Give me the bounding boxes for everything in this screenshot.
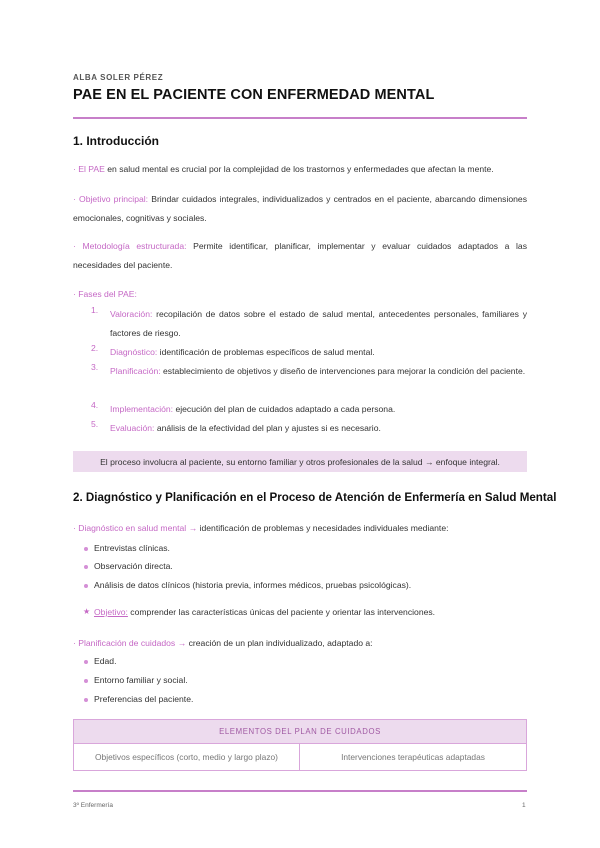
list-number: 4. bbox=[91, 400, 99, 410]
phases-label bbox=[73, 285, 527, 304]
list-item bbox=[90, 694, 193, 704]
author-name: ALBA SOLER PÉREZ bbox=[73, 73, 164, 82]
bullet-dot-icon bbox=[84, 679, 88, 683]
bullet-dot: · bbox=[73, 164, 76, 174]
phase-term: Evaluación: bbox=[110, 423, 155, 433]
term-planning: · Planificación de cuidados → bbox=[73, 638, 187, 648]
bullet-dot-icon bbox=[84, 698, 88, 702]
bullet-dot: · bbox=[73, 194, 76, 204]
footer-course: 3º Enfermería bbox=[73, 802, 113, 809]
list-item bbox=[90, 543, 170, 553]
list-number: 3. bbox=[91, 362, 99, 372]
objective-text: comprender las características únicas del paciente y orientar las intervenciones. bbox=[127, 607, 436, 617]
phases-label-text: · Fases del PAE: bbox=[73, 289, 137, 299]
paragraph-text: en salud mental es crucial por la complejidad de los trastornos y enfermedades que afectan la mente. bbox=[104, 164, 494, 174]
intro-paragraph-pae bbox=[73, 160, 527, 179]
list-item-text: Análisis de datos clínicos (historia previa, informes médicos, pruebas psicológicas). bbox=[94, 580, 412, 590]
page-number: 1 bbox=[522, 802, 526, 809]
term-objective-underlined bbox=[90, 607, 128, 617]
bullet-dot-icon bbox=[84, 660, 88, 664]
list-number: 2. bbox=[91, 343, 99, 353]
list-item bbox=[90, 561, 173, 571]
table-cell: Intervenciones terapéuticas adaptadas bbox=[341, 752, 485, 762]
objective-term: Objetivo: bbox=[94, 607, 128, 617]
paragraph-text: identificación de problemas y necesidades individuales mediante: bbox=[197, 523, 449, 533]
bullet-dot: · bbox=[73, 241, 76, 251]
section-2-heading: 2. Diagnóstico y Planificación en el Proceso de Atención de Enfermería en Salud Mental bbox=[73, 491, 557, 504]
term-objective: Objetivo principal: bbox=[79, 194, 149, 204]
phase-term: Diagnóstico: bbox=[110, 347, 158, 357]
list-item bbox=[90, 675, 188, 685]
star-icon: ★ bbox=[83, 607, 91, 616]
integral-approach-callout: El proceso involucra al paciente, su entorno familiar y otros profesionales de la salud → enfoque integral. bbox=[73, 451, 527, 472]
document-title: PAE EN EL PACIENTE CON ENFERMEDAD MENTAL bbox=[73, 87, 435, 103]
phase-term: Implementación: bbox=[110, 404, 174, 414]
list-item-text: Edad. bbox=[94, 656, 117, 666]
term-diagnosis: · Diagnóstico en salud mental → bbox=[73, 523, 198, 533]
phase-term: Planificación: bbox=[110, 366, 161, 376]
phase-text: análisis de la efectividad del plan y ajustes si es necesario. bbox=[154, 423, 381, 433]
phase-text: ejecución del plan de cuidados adaptado a cada persona. bbox=[173, 404, 396, 414]
phase-text: recopilación de datos sobre el estado de salud mental, antecedentes personales, familiares y factores de riesgo. bbox=[110, 309, 527, 338]
bullet-dot-icon bbox=[84, 547, 88, 551]
intro-paragraph-objective bbox=[73, 190, 527, 228]
list-item-text: Entorno familiar y social. bbox=[94, 675, 188, 685]
list-item bbox=[90, 656, 116, 666]
paragraph-text: Brindar cuidados integrales, individualizados y centrados en el paciente, abarcando dimensiones emocionales, cognitivas y sociales. bbox=[73, 194, 528, 223]
list-item-text: Preferencias del paciente. bbox=[94, 694, 194, 704]
list-number: 1. bbox=[91, 305, 99, 315]
objective-note bbox=[83, 607, 436, 617]
term-methodology: Metodología estructurada: bbox=[82, 241, 187, 251]
title-divider bbox=[73, 117, 527, 119]
table-cell: Objetivos específicos (corto, medio y largo plazo) bbox=[74, 744, 300, 770]
section-1-heading: 1. Introducción bbox=[73, 134, 160, 148]
paragraph-text: creación de un plan individualizado, adaptado a: bbox=[186, 638, 373, 648]
list-number: 5. bbox=[91, 419, 99, 429]
planning-paragraph bbox=[73, 634, 527, 653]
list-item-text: Observación directa. bbox=[94, 561, 173, 571]
intro-paragraph-methodology bbox=[73, 237, 527, 275]
phase-text: establecimiento de objetivos y diseño de intervenciones para mejorar la condición del paciente. bbox=[160, 366, 526, 376]
paragraph-text: Permite identificar, planificar, implementar y evaluar cuidados adaptados a las necesidades del paciente. bbox=[73, 241, 528, 270]
diagnosis-paragraph bbox=[73, 519, 527, 538]
term-pae: El PAE bbox=[78, 164, 105, 174]
phase-term: Valoración: bbox=[110, 309, 153, 319]
care-plan-table bbox=[73, 719, 527, 771]
phases-list bbox=[73, 305, 527, 440]
footer-divider bbox=[73, 790, 527, 792]
list-item-text: Entrevistas clínicas. bbox=[94, 543, 170, 553]
bullet-dot-icon bbox=[84, 565, 88, 569]
bullet-dot-icon bbox=[84, 584, 88, 588]
table-header: ELEMENTOS DEL PLAN DE CUIDADOS bbox=[74, 720, 526, 744]
list-item bbox=[90, 580, 411, 590]
phase-text: identificación de problemas específicos de salud mental. bbox=[157, 347, 375, 357]
